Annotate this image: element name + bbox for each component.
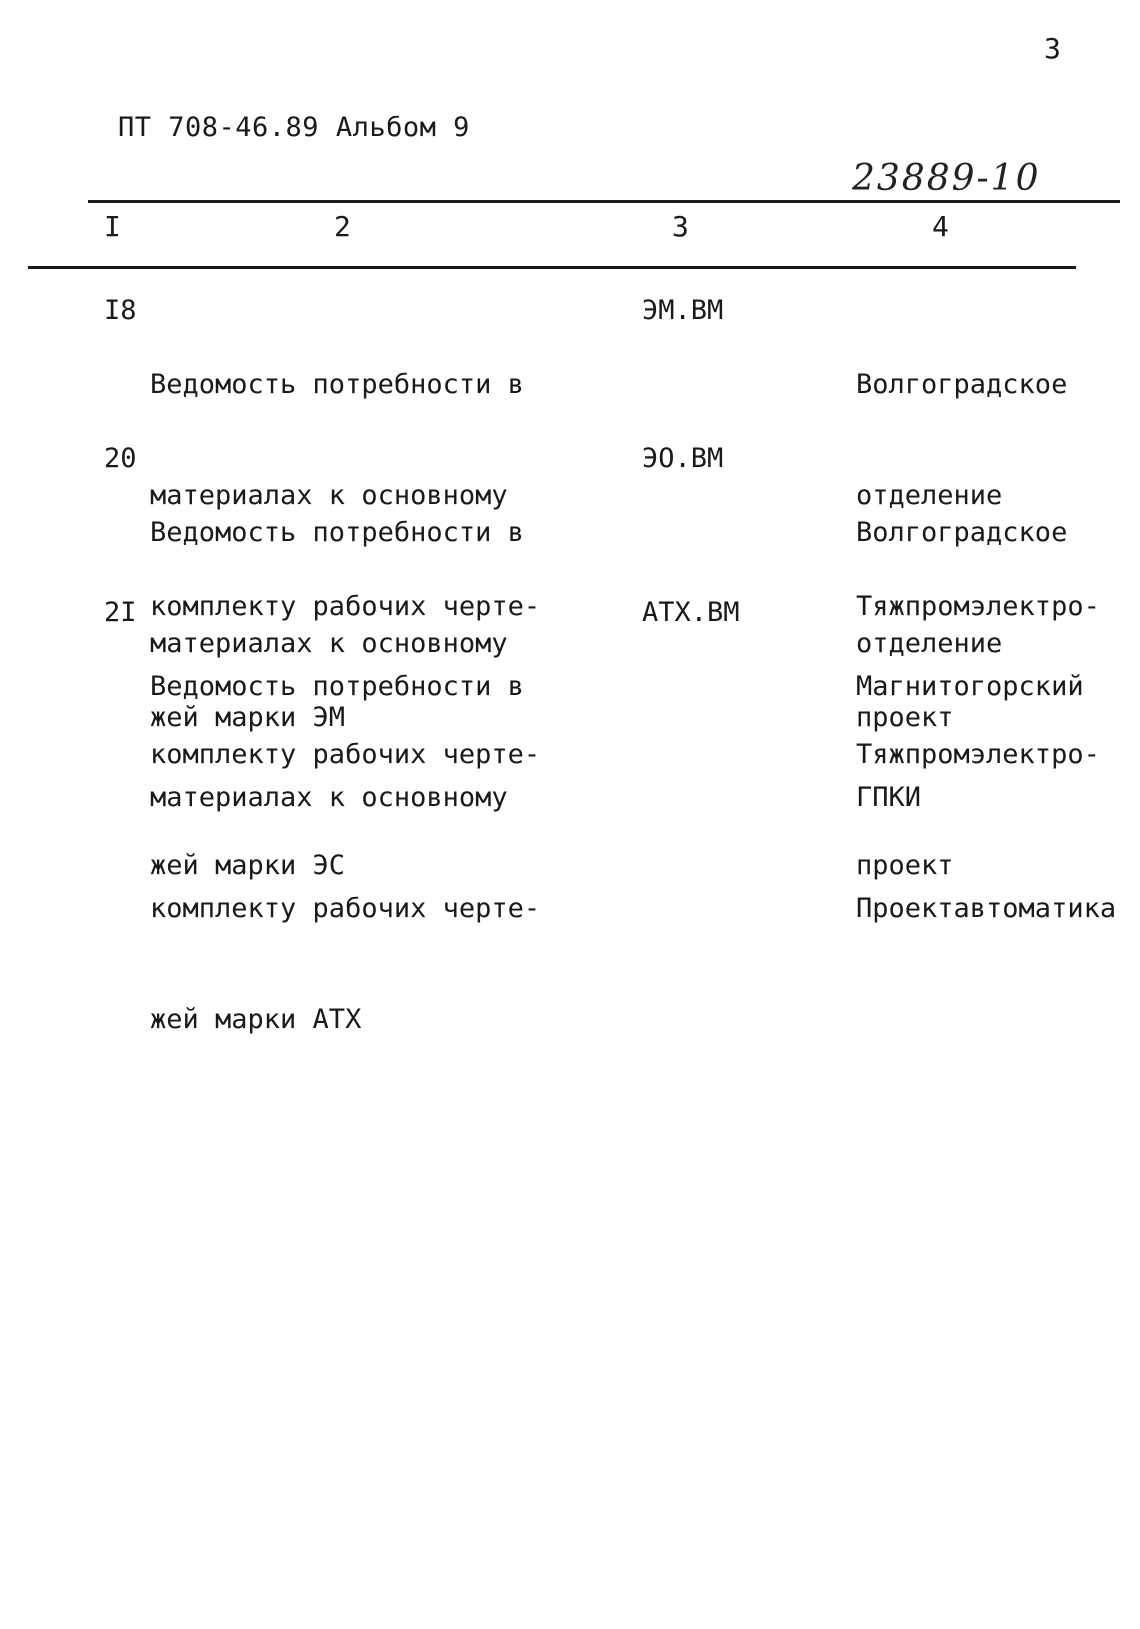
row-mark: ЭО.ВМ: [642, 443, 724, 474]
column-header-1: I: [104, 210, 121, 243]
description-line: жей марки ЭС: [150, 850, 346, 881]
row-description: [150, 594, 540, 1112]
row-number: 2I: [104, 597, 137, 628]
organization-line: Тяжпромэлектро-: [856, 591, 1100, 622]
description-line: жей марки ЭМ: [150, 702, 346, 733]
description-line: Ведомость потребности в: [150, 369, 524, 400]
organization-line: Волгоградское: [856, 369, 1068, 400]
description-line: Ведомость потребности в: [150, 517, 524, 548]
description-line: жей марки АТХ: [150, 1004, 362, 1035]
row-number: 20: [104, 443, 137, 474]
organization-line: отделение: [856, 628, 1003, 659]
organization-line: отделение: [856, 480, 1003, 511]
organization-line: Волгоградское: [856, 517, 1068, 548]
organization-line: Тяжпромэлектро-: [856, 739, 1100, 770]
row-number: I8: [104, 295, 137, 326]
description-line: материалах к основному: [150, 782, 508, 813]
organization-line: Магнитогорский: [856, 671, 1084, 702]
column-header-2: 2: [334, 210, 351, 243]
page-number: 3: [1044, 32, 1061, 65]
description-line: комплекту рабочих черте-: [150, 591, 541, 622]
organization-line: Проектавтоматика: [856, 893, 1117, 924]
table-top-rule: [88, 200, 1120, 203]
organization-line: проект: [856, 702, 954, 733]
description-line: Ведомость потребности в: [150, 671, 524, 702]
row-organization: [856, 594, 1116, 1001]
organization-line: ГПКИ: [856, 782, 922, 813]
row-mark: АТХ.ВМ: [642, 597, 740, 628]
description-line: материалах к основному: [150, 628, 508, 659]
description-line: комплекту рабочих черте-: [150, 739, 541, 770]
row-mark: ЭМ.ВМ: [642, 295, 724, 326]
document-code: ПТ 708-46.89 Альбом 9: [118, 112, 470, 143]
description-line: материалах к основному: [150, 480, 508, 511]
organization-line: проект: [856, 850, 954, 881]
description-line: комплекту рабочих черте-: [150, 893, 541, 924]
column-header-3: 3: [672, 210, 689, 243]
column-header-4: 4: [932, 210, 949, 243]
table-header-rule: [28, 266, 1076, 269]
handwritten-inventory-number: 23889-10: [852, 158, 1041, 199]
